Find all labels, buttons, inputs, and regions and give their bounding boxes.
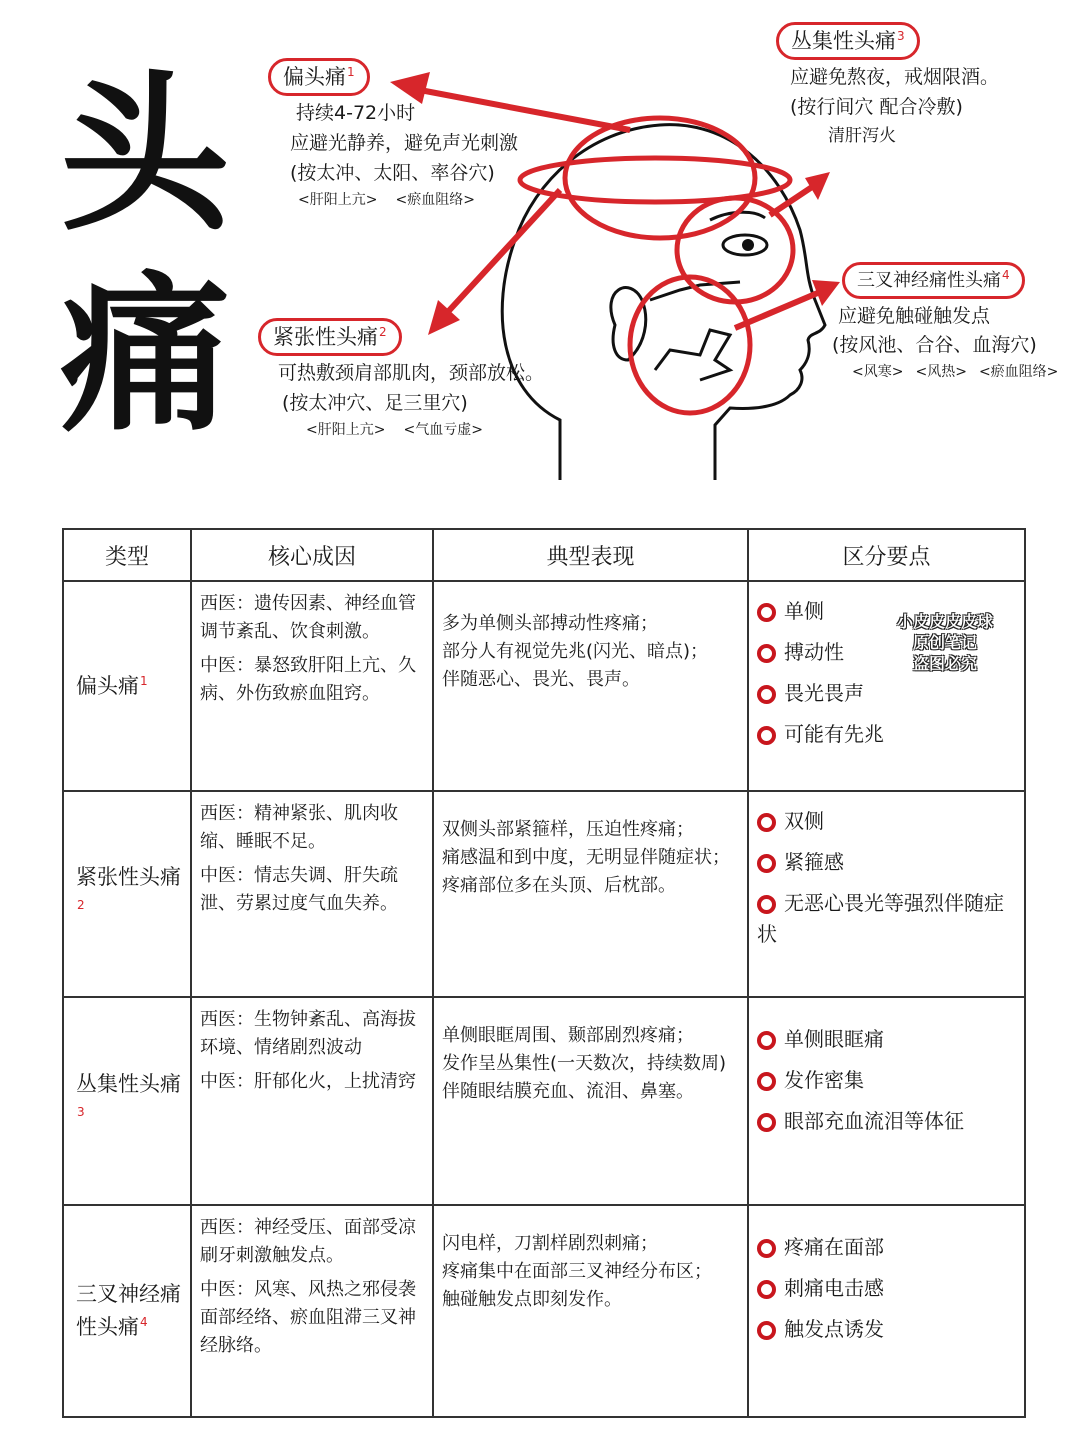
title-char-head: 头 bbox=[59, 55, 230, 255]
point-item: 无恶心畏光等强烈伴随症状 bbox=[757, 891, 1004, 946]
bullet-icon bbox=[757, 644, 776, 663]
bullet-icon bbox=[757, 685, 776, 704]
lightning bbox=[655, 330, 730, 380]
symptom-line: 触碰触发点即刻发作。 bbox=[442, 1288, 622, 1310]
symptom-line: 疼痛部位多在头顶、后枕部。 bbox=[442, 874, 676, 896]
note-trigeminal bbox=[832, 262, 1059, 383]
point-item: 畏光畏声 bbox=[757, 678, 1016, 709]
note-cluster-title: 丛集性头痛$^3$ bbox=[776, 22, 920, 60]
row-symptoms bbox=[433, 791, 748, 997]
row-symptoms bbox=[433, 1205, 748, 1417]
note-migraine-line-3: (按太冲、太阳、率谷穴) bbox=[290, 161, 495, 184]
symptom-line: 伴随恶心、畏光、畏声。 bbox=[442, 668, 640, 690]
point-item: 双侧 bbox=[757, 806, 1016, 837]
header-points: 区分要点 bbox=[748, 529, 1025, 581]
note-migraine-tag-1: <肝阳上亢> bbox=[298, 191, 378, 208]
note-tension-tag-2: <气血亏虚> bbox=[403, 421, 483, 438]
note-cluster-tag: 清肝泻火 bbox=[828, 125, 896, 146]
point-item: 可能有先兆 bbox=[757, 719, 1016, 750]
cause-tcm: 中医：肝郁化火，上扰清窍 bbox=[200, 1070, 416, 1092]
bullet-icon bbox=[757, 1072, 776, 1091]
symptom-line: 部分人有视觉先兆(闪光、暗点)； bbox=[442, 640, 709, 662]
note-cluster-line-2: (按行间穴 配合冷敷) bbox=[790, 96, 963, 118]
note-trigeminal-title: 三叉神经痛性头痛$^4$ bbox=[842, 262, 1025, 299]
row-type: 三叉神经痛性头痛$^4$ bbox=[63, 1205, 191, 1417]
row-points bbox=[748, 997, 1025, 1205]
head-outline bbox=[502, 125, 825, 480]
symptom-line: 伴随眼结膜充血、流泪、鼻塞。 bbox=[442, 1080, 694, 1102]
note-trigeminal-line-2: (按风池、合谷、血海穴) bbox=[832, 334, 1037, 357]
watermark-line-2: 原创笔记 bbox=[912, 632, 977, 652]
point-item: 紧箍感 bbox=[757, 847, 1016, 878]
bullet-icon bbox=[757, 1280, 776, 1299]
cause-west: 西医：遗传因素、神经血管调节紊乱、饮食刺激。 bbox=[200, 593, 416, 642]
row-type: 丛集性头痛$^3$ bbox=[63, 997, 191, 1205]
row-cause bbox=[191, 581, 433, 791]
face-oval bbox=[630, 277, 750, 413]
symptom-line: 双侧头部紧箍样，压迫性疼痛； bbox=[442, 819, 694, 840]
note-migraine-tag-2: <瘀血阻络> bbox=[395, 191, 475, 208]
watermark bbox=[870, 612, 1020, 674]
bullet-icon bbox=[757, 813, 776, 832]
point-item: 单侧 bbox=[757, 596, 1016, 627]
cause-west: 西医：精神紧张、肌肉收缩、睡眠不足。 bbox=[200, 803, 398, 852]
symptom-line: 疼痛集中在面部三叉神经分布区； bbox=[442, 1260, 712, 1282]
cause-west: 西医：神经受压、面部受凉刷牙刺激触发点。 bbox=[200, 1217, 416, 1266]
note-migraine bbox=[268, 58, 518, 210]
bullet-icon bbox=[757, 895, 776, 914]
note-cluster-line-1: 应避免熬夜，戒烟限酒。 bbox=[790, 66, 1000, 89]
header-symptoms: 典型表现 bbox=[433, 529, 748, 581]
table-row bbox=[63, 1205, 1025, 1417]
table-row bbox=[63, 791, 1025, 997]
note-tension bbox=[258, 318, 544, 441]
note-migraine-title: 偏头痛$^1$ bbox=[268, 58, 370, 96]
symptom-line: 发作呈丛集性(一天数次，持续数周) bbox=[442, 1052, 727, 1074]
table-row bbox=[63, 997, 1025, 1205]
bullet-icon bbox=[757, 603, 776, 622]
point-item: 疼痛在面部 bbox=[757, 1232, 1016, 1263]
bullet-icon bbox=[757, 854, 776, 873]
row-symptoms bbox=[433, 997, 748, 1205]
point-item: 搏动性 bbox=[757, 637, 1016, 668]
note-trigeminal-line-1: 应避免触碰触发点 bbox=[838, 304, 991, 327]
header-cause: 核心成因 bbox=[191, 529, 433, 581]
table-header-row bbox=[63, 529, 1025, 581]
note-migraine-line-2: 应避光静养，避免声光刺激 bbox=[290, 132, 519, 154]
bullet-icon bbox=[757, 1031, 776, 1050]
row-type: 紧张性头痛$^2$ bbox=[63, 791, 191, 997]
note-trigeminal-tag-3: <瘀血阻络> bbox=[978, 364, 1059, 380]
cause-tcm: 中医：风寒、风热之邪侵袭面部经络、瘀血阻滞三叉神经脉络。 bbox=[200, 1278, 416, 1356]
point-item: 发作密集 bbox=[757, 1065, 1016, 1096]
symptom-line: 痛感温和到中度，无明显伴随症状； bbox=[442, 846, 730, 868]
row-points bbox=[748, 1205, 1025, 1417]
row-cause bbox=[191, 997, 433, 1205]
symptom-line: 闪电样，刀割样剧烈刺痛； bbox=[442, 1233, 658, 1254]
row-cause bbox=[191, 791, 433, 997]
note-trigeminal-tag-2: <风热> bbox=[915, 364, 967, 380]
note-tension-line-2: (按太冲穴、足三里穴) bbox=[282, 392, 468, 414]
bullet-icon bbox=[757, 1113, 776, 1132]
row-type: 偏头痛$^1$ bbox=[63, 581, 191, 791]
header-type: 类型 bbox=[63, 529, 191, 581]
note-tension-tag-1: <肝阳上亢> bbox=[306, 421, 386, 438]
note-migraine-line-1: 持续4-72小时 bbox=[296, 102, 416, 125]
row-cause bbox=[191, 1205, 433, 1417]
symptom-line: 多为单侧头部搏动性疼痛； bbox=[442, 613, 658, 634]
point-item: 眼部充血流泪等体征 bbox=[757, 1106, 1016, 1137]
bullet-icon bbox=[757, 1239, 776, 1258]
cause-tcm: 中医：暴怒致肝阳上亢、久病、外伤致瘀血阻窍。 bbox=[200, 654, 416, 704]
row-points bbox=[748, 791, 1025, 997]
note-tension-title: 紧张性头痛$^2$ bbox=[258, 318, 402, 356]
note-tension-line-1: 可热敷颈肩部肌肉，颈部放松。 bbox=[278, 362, 545, 385]
note-cluster bbox=[776, 22, 999, 147]
point-item: 单侧眼眶痛 bbox=[757, 1024, 1016, 1055]
cause-tcm: 中医：情志失调、肝失疏泄、劳累过度气血失养。 bbox=[200, 864, 398, 914]
title-char-pain: 痛 bbox=[59, 255, 230, 455]
forehead-oval-small bbox=[565, 118, 755, 238]
watermark-line-3: 盗图必究 bbox=[912, 653, 977, 673]
row-symptoms bbox=[433, 581, 748, 791]
cause-west: 西医：生物钟紊乱、高海拔环境、情绪剧烈波动 bbox=[200, 1009, 416, 1058]
bullet-icon bbox=[757, 726, 776, 745]
watermark-line-1: 小皮皮皮皮球 bbox=[896, 612, 993, 631]
note-trigeminal-tag-1: <风寒> bbox=[852, 364, 904, 380]
point-item: 触发点诱发 bbox=[757, 1314, 1016, 1345]
symptom-line: 单侧眼眶周围、颞部剧烈疼痛； bbox=[442, 1025, 694, 1046]
point-item: 刺痛电击感 bbox=[757, 1273, 1016, 1304]
bullet-icon bbox=[757, 1321, 776, 1340]
